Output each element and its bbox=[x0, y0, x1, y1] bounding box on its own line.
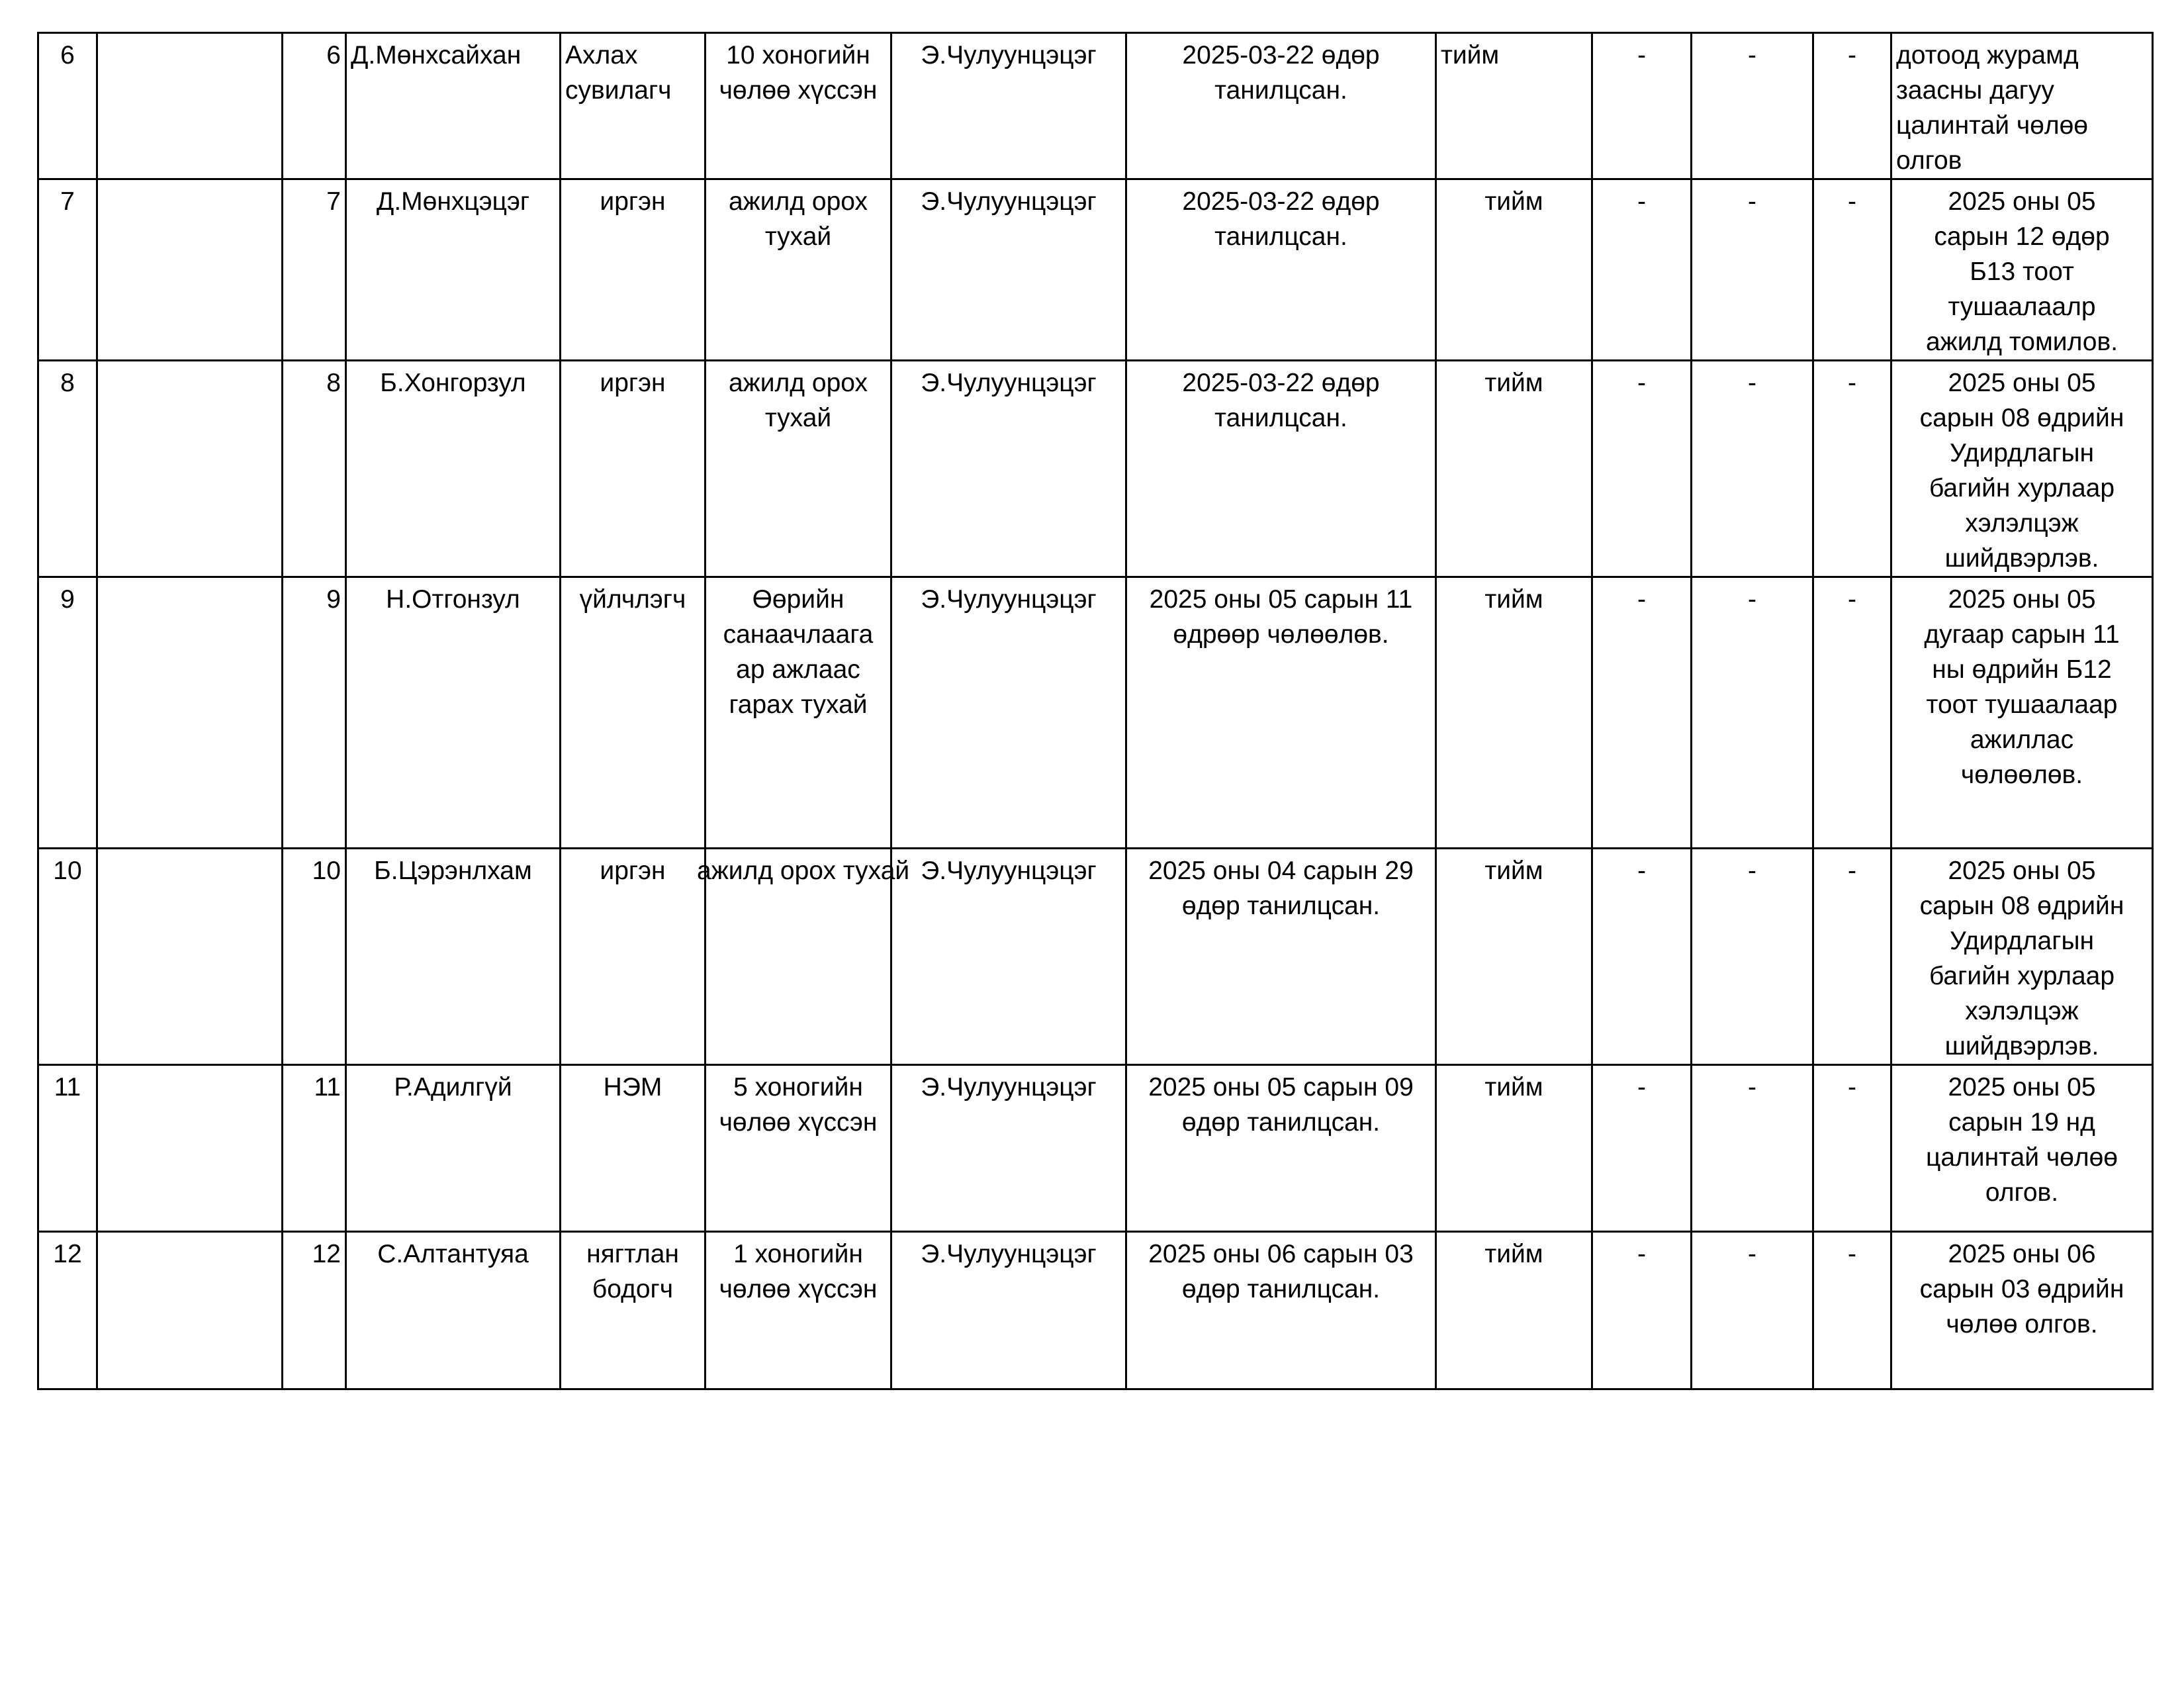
table-row bbox=[38, 361, 2153, 577]
date-line: 2025 оны 04 сарын 29 bbox=[1148, 857, 1414, 885]
row-index-cell: 11 bbox=[38, 1065, 97, 1232]
request-line: чөлөө хүссэн bbox=[719, 76, 878, 105]
dash-cell: - bbox=[1592, 1232, 1692, 1389]
result-line: 2025 оны 05 bbox=[1948, 369, 2096, 397]
confirmed-cell: тийм bbox=[1436, 179, 1592, 361]
empty-cell bbox=[97, 849, 283, 1065]
result-line: чөлөөлөв. bbox=[1960, 761, 2083, 789]
officer-cell: Э.Чулуунцэцэг bbox=[891, 577, 1126, 849]
request-line: 10 хоногийн bbox=[726, 41, 870, 70]
empty-cell bbox=[97, 577, 283, 849]
dash-cell: - bbox=[1813, 33, 1891, 179]
table-row bbox=[38, 179, 2153, 361]
result-line: хэлэлцэж bbox=[1965, 509, 2079, 538]
dash-cell: - bbox=[1692, 1065, 1813, 1232]
request-line: тухай bbox=[764, 404, 832, 432]
date-line: танилцсан. bbox=[1214, 76, 1347, 105]
result-line: тушаалаалр bbox=[1948, 293, 2096, 321]
result-line: шийдвэрлэв. bbox=[1944, 1032, 2099, 1060]
result-line: Удирдлагын bbox=[1949, 927, 2095, 955]
applicant-name-cell: Р.Адилгүй bbox=[346, 1065, 561, 1232]
result-line: 2025 оны 05 bbox=[1948, 1073, 2096, 1102]
result-cell bbox=[1891, 577, 2153, 849]
date-cell bbox=[1126, 1065, 1436, 1232]
date-cell bbox=[1126, 179, 1436, 361]
table-row bbox=[38, 1065, 2153, 1232]
table-row bbox=[38, 849, 2153, 1065]
result-line: шийдвэрлэв. bbox=[1944, 544, 2099, 573]
result-line: багийн хурлаар bbox=[1929, 962, 2115, 990]
request-cell bbox=[705, 1065, 891, 1232]
empty-cell bbox=[97, 1065, 283, 1232]
position-cell bbox=[561, 179, 705, 361]
request-line: ажилд орох bbox=[728, 369, 868, 397]
applicant-name-cell: Н.Отгонзул bbox=[346, 577, 561, 849]
result-line: сарын 03 өдрийн bbox=[1919, 1275, 2124, 1303]
dash-cell: - bbox=[1592, 577, 1692, 849]
request-line: гарах тухай bbox=[729, 690, 868, 719]
request-line: санаачлаага bbox=[723, 620, 874, 649]
applicant-name-cell: Б.Цэрэнлхам bbox=[346, 849, 561, 1065]
dash-cell: - bbox=[1813, 849, 1891, 1065]
date-line: өдөр танилцсан. bbox=[1181, 1275, 1381, 1303]
row-number-cell: 6 bbox=[283, 33, 346, 179]
result-line: Б13 тоот bbox=[1970, 258, 2074, 286]
result-line: 2025 оны 05 bbox=[1948, 187, 2096, 216]
result-line: сарын 08 өдрийн bbox=[1919, 892, 2124, 920]
dash-cell: - bbox=[1692, 33, 1813, 179]
confirmed-cell: тийм bbox=[1436, 1065, 1592, 1232]
date-line: танилцсан. bbox=[1214, 222, 1347, 251]
result-line: заасны дагуу bbox=[1896, 76, 2054, 105]
result-line: 2025 оны 05 bbox=[1948, 857, 2096, 885]
dash-cell: - bbox=[1813, 361, 1891, 577]
dash-cell: - bbox=[1592, 33, 1692, 179]
request-line: тухай bbox=[764, 222, 832, 251]
request-cell bbox=[697, 849, 910, 1065]
confirmed-cell: тийм bbox=[1436, 849, 1592, 1065]
date-line: 2025 оны 06 сарын 03 bbox=[1148, 1240, 1414, 1268]
dash-cell: - bbox=[1692, 1232, 1813, 1389]
row-index-cell: 10 bbox=[38, 849, 97, 1065]
result-line: ажилд томилов. bbox=[1925, 328, 2118, 356]
result-line: олгов. bbox=[1985, 1178, 2059, 1207]
row-index-cell: 7 bbox=[38, 179, 97, 361]
result-line: Удирдлагын bbox=[1949, 439, 2095, 467]
dash-cell: - bbox=[1692, 179, 1813, 361]
empty-cell bbox=[97, 33, 283, 179]
table-row bbox=[38, 1232, 2153, 1389]
request-line: чөлөө хүссэн bbox=[719, 1108, 878, 1137]
dash-cell: - bbox=[1592, 179, 1692, 361]
request-cell bbox=[705, 179, 891, 361]
date-line: 2025-03-22 өдөр bbox=[1182, 187, 1380, 216]
applicant-name-cell: Б.Хонгорзул bbox=[346, 361, 561, 577]
request-cell bbox=[705, 361, 891, 577]
result-cell bbox=[1891, 361, 2153, 577]
dash-cell: - bbox=[1813, 577, 1891, 849]
request-cell bbox=[705, 33, 891, 179]
row-number-cell: 11 bbox=[283, 1065, 346, 1232]
position-cell bbox=[561, 1065, 705, 1232]
result-line: ны өдрийн Б12 bbox=[1932, 655, 2112, 684]
row-index-cell: 9 bbox=[38, 577, 97, 849]
confirmed-cell: тийм bbox=[1436, 577, 1592, 849]
confirmed-cell: тийм bbox=[1436, 361, 1592, 577]
officer-cell: Э.Чулуунцэцэг bbox=[891, 1065, 1126, 1232]
request-line: чөлөө хүссэн bbox=[719, 1275, 878, 1303]
row-number-cell: 10 bbox=[283, 849, 346, 1065]
confirmed-cell: тийм bbox=[1436, 1232, 1592, 1389]
dash-cell: - bbox=[1592, 1065, 1692, 1232]
officer-cell: Э.Чулуунцэцэг bbox=[891, 179, 1126, 361]
row-number-cell: 8 bbox=[283, 361, 346, 577]
table-row bbox=[38, 577, 2153, 849]
result-line: 2025 оны 05 bbox=[1948, 585, 2096, 614]
empty-cell bbox=[97, 179, 283, 361]
date-line: 2025 оны 05 сарын 09 bbox=[1148, 1073, 1414, 1102]
date-line: өдөр танилцсан. bbox=[1181, 1108, 1381, 1137]
date-line: 2025-03-22 өдөр bbox=[1182, 41, 1380, 70]
confirmed-cell: тийм bbox=[1436, 33, 1592, 179]
officer-cell: Э.Чулуунцэцэг bbox=[891, 33, 1126, 179]
position-cell bbox=[561, 849, 705, 1065]
position-cell bbox=[561, 33, 705, 179]
officer-cell: Э.Чулуунцэцэг bbox=[891, 361, 1126, 577]
result-cell bbox=[1891, 1232, 2153, 1389]
position-line: бодогч bbox=[592, 1275, 674, 1303]
request-cell bbox=[705, 577, 891, 849]
row-number-cell: 12 bbox=[283, 1232, 346, 1389]
result-line: 2025 оны 06 bbox=[1948, 1240, 2096, 1268]
position-cell bbox=[561, 361, 705, 577]
result-line: тоот тушаалаар bbox=[1926, 690, 2118, 719]
table-body bbox=[38, 33, 2153, 1389]
row-index-cell: 12 bbox=[38, 1232, 97, 1389]
result-line: цалинтай чөлөө bbox=[1926, 1143, 2118, 1172]
table-row bbox=[38, 33, 2153, 179]
request-line: ажилд орох тухай bbox=[697, 857, 910, 885]
row-number-cell: 9 bbox=[283, 577, 346, 849]
date-cell bbox=[1126, 1232, 1436, 1389]
row-index-cell: 8 bbox=[38, 361, 97, 577]
date-cell bbox=[1126, 361, 1436, 577]
position-line: иргэн bbox=[600, 857, 666, 885]
officer-cell: Э.Чулуунцэцэг bbox=[891, 1232, 1126, 1389]
row-number-cell: 7 bbox=[283, 179, 346, 361]
position-line: Ахлах bbox=[565, 41, 638, 70]
position-cell bbox=[561, 577, 705, 849]
dash-cell: - bbox=[1592, 361, 1692, 577]
document-sheet bbox=[37, 32, 2154, 1390]
result-line: цалинтай чөлөө bbox=[1896, 111, 2088, 140]
position-cell bbox=[561, 1232, 705, 1389]
result-cell bbox=[1891, 849, 2153, 1065]
date-cell bbox=[1126, 849, 1436, 1065]
date-line: өдрөөр чөлөөлөв. bbox=[1173, 620, 1389, 649]
dash-cell: - bbox=[1592, 849, 1692, 1065]
result-line: олгов bbox=[1896, 146, 1962, 175]
request-register-table bbox=[37, 32, 2154, 1390]
request-cell bbox=[705, 1232, 891, 1389]
result-cell bbox=[1891, 179, 2153, 361]
date-line: танилцсан. bbox=[1214, 404, 1347, 432]
result-line: чөлөө олгов. bbox=[1946, 1310, 2098, 1338]
result-line: багийн хурлаар bbox=[1929, 474, 2115, 502]
applicant-name-cell: С.Алтантуяа bbox=[346, 1232, 561, 1389]
request-line: ажилд орох bbox=[728, 187, 868, 216]
date-cell bbox=[1126, 33, 1436, 179]
position-line: иргэн bbox=[600, 187, 666, 216]
result-line: ажиллас bbox=[1970, 726, 2074, 754]
date-line: өдөр танилцсан. bbox=[1181, 892, 1381, 920]
date-line: 2025-03-22 өдөр bbox=[1182, 369, 1380, 397]
request-line: 1 хоногийн bbox=[733, 1240, 863, 1268]
applicant-name-cell: Д.Мөнхцэцэг bbox=[346, 179, 561, 361]
row-index-cell: 6 bbox=[38, 33, 97, 179]
dash-cell: - bbox=[1813, 179, 1891, 361]
dash-cell: - bbox=[1692, 361, 1813, 577]
request-line: Өөрийн bbox=[752, 585, 844, 614]
position-line: иргэн bbox=[600, 369, 666, 397]
officer-cell: Э.Чулуунцэцэг bbox=[891, 849, 1126, 1065]
dash-cell: - bbox=[1813, 1065, 1891, 1232]
applicant-name-cell: Д.Мөнхсайхан bbox=[346, 33, 561, 179]
position-line: нягтлан bbox=[586, 1240, 679, 1268]
empty-cell bbox=[97, 361, 283, 577]
position-line: үйлчлэгч bbox=[579, 585, 686, 614]
result-line: хэлэлцэж bbox=[1965, 997, 2079, 1025]
result-cell bbox=[1891, 33, 2153, 179]
position-line: НЭМ bbox=[603, 1073, 662, 1102]
dash-cell: - bbox=[1692, 577, 1813, 849]
request-line: ар ажлаас bbox=[736, 655, 860, 684]
result-line: сарын 12 өдөр bbox=[1934, 222, 2110, 251]
position-line: сувилагч bbox=[565, 76, 672, 105]
result-line: сарын 19 нд bbox=[1948, 1108, 2095, 1137]
result-line: дотоод журамд bbox=[1896, 41, 2079, 70]
date-line: 2025 оны 05 сарын 11 bbox=[1149, 585, 1413, 614]
empty-cell bbox=[97, 1232, 283, 1389]
request-line: 5 хоногийн bbox=[733, 1073, 863, 1102]
date-cell bbox=[1126, 577, 1436, 849]
result-cell bbox=[1891, 1065, 2153, 1232]
result-line: сарын 08 өдрийн bbox=[1919, 404, 2124, 432]
dash-cell: - bbox=[1813, 1232, 1891, 1389]
result-line: дугаар сарын 11 bbox=[1924, 620, 2120, 649]
dash-cell: - bbox=[1692, 849, 1813, 1065]
